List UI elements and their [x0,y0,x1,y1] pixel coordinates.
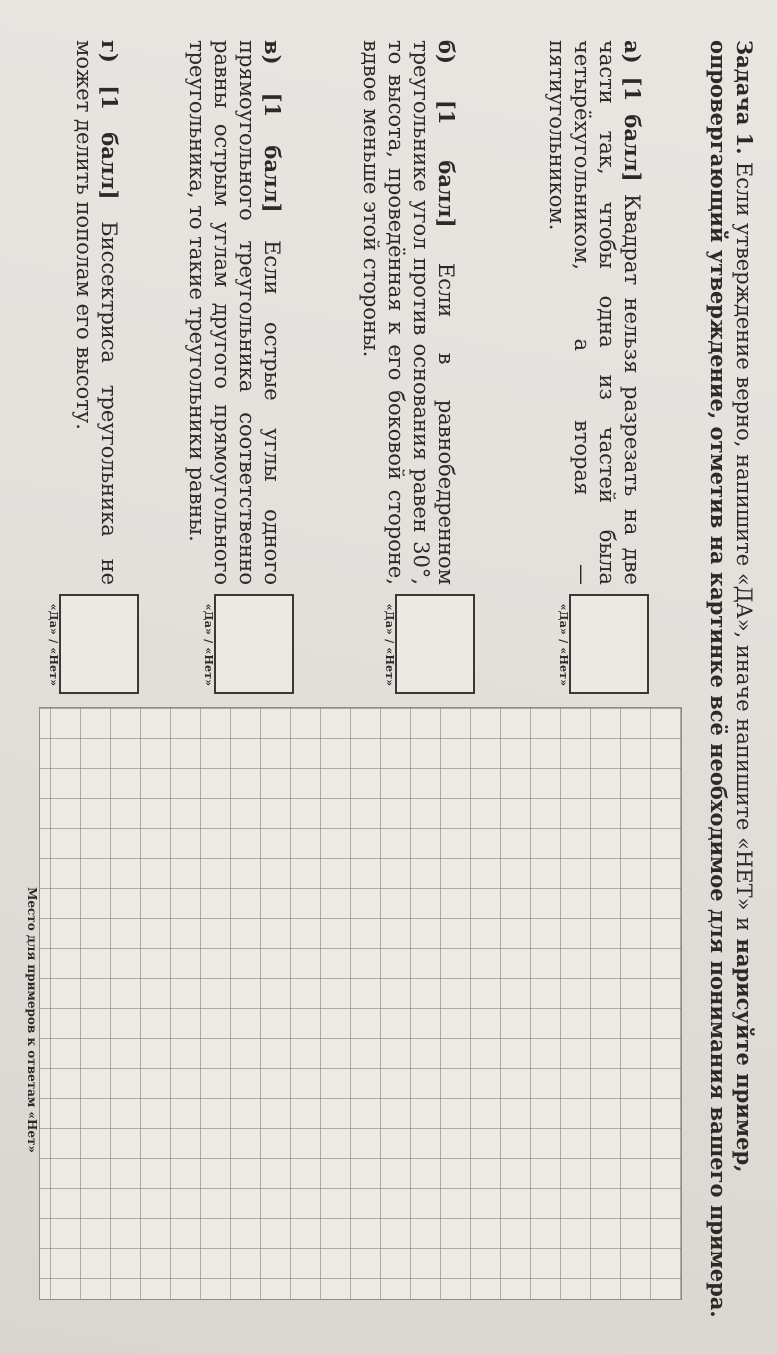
item-b-text: Если в равнобедренном треугольнике угол против основания равен 30°, то высота, проведённая к его боковой стороне, вдвое меньше этой стороны. [359,40,458,585]
answer-box-a[interactable] [569,594,649,694]
item-b [358,40,459,585]
answer-hint-v: «Да» / «Нет» [202,603,215,687]
answer-hint-g: «Да» / «Нет» [47,603,60,687]
item-a-text: Квадрат нельзя разрезать на две части так, чтобы одна из частей была четырёхугольником, а вторая — пятиугольником. [545,40,644,585]
item-b-label: б) [1 балл] [434,40,459,228]
answer-box-g[interactable] [59,594,139,694]
answer-hint-a: «Да» / «Нет» [557,603,570,687]
item-a-label: а) [1 балл] [620,40,645,182]
item-g-label: г) [1 балл] [97,40,122,200]
item-g [71,40,122,585]
item-a [544,40,645,585]
grid-caption: Место для примеров к ответам «Нет» [25,887,39,1153]
item-v-label: в) [1 балл] [260,40,285,213]
answer-box-b[interactable] [395,594,475,694]
answer-hint-b: «Да» / «Нет» [383,603,396,687]
task-title: Задача 1. [732,40,757,155]
answer-box-v[interactable] [214,594,294,694]
drawing-grid[interactable] [39,707,682,1300]
item-v-text: Если острые углы одного прямоугольного треугольника соответственно равны острым углам другого прямоугольного треугольника, то такие треугольники равны. [185,40,284,585]
item-v [184,40,285,585]
task-header [705,40,757,1320]
task-instruction: Если утверждение верно, напишите «ДА», иначе напишите «НЕТ» и [732,161,756,932]
task-instruction-bold: нарисуйте пример, опровергающий утверждение, отметив на картинке всё необходимое для понимания вашего примера. [706,40,757,1318]
item-g-text: Биссектриса треугольника не может делить пополам его высоту. [72,40,121,585]
